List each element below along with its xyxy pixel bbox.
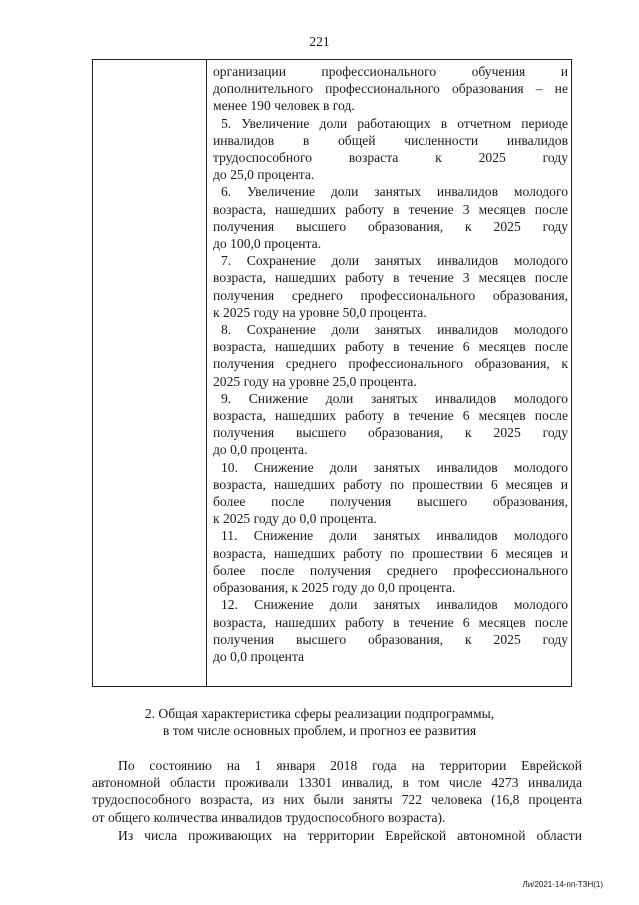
table-text-line: 11. Снижение доли занятых инвалидов молодого (221, 528, 568, 544)
section-heading-line-2: в том числе основных проблем, и прогноз ее развития (162, 723, 477, 738)
table-text-line: 7. Сохранение доли занятых инвалидов молодого (221, 253, 568, 269)
table-text-line: до 0,0 процента. (213, 442, 308, 458)
table (92, 59, 572, 687)
table-text-line: более после получения высшего образования, (213, 494, 568, 510)
paragraph-line: трудоспособного возраста, из них были заняты 722 человека (16,8 процента (92, 792, 582, 808)
document-code: Ли/2021-14-пп-ТЗН(1) (522, 880, 603, 889)
table-cell-indicators (213, 63, 568, 665)
table-text-line: к 2025 году на уровне 50,0 процента. (213, 304, 427, 320)
table-text-line: трудоспособного возраста к 2025 году (213, 150, 568, 166)
table-text-line: образования, к 2025 году до 0,0 процента. (213, 580, 456, 596)
table-text-line: получения среднего профессионального образования, (213, 287, 568, 303)
section-heading-line-1: 2. Общая характеристика сферы реализации подпрограммы, (144, 706, 495, 721)
table-text-line: возраста, нашедших работу в течение 6 месяцев после (213, 408, 568, 424)
table-text-line: 12. Снижение доли занятых инвалидов молодого (221, 597, 568, 613)
paragraph-line: автономной области проживали 13301 инвалид, в том числе 4273 инвалида (92, 775, 582, 791)
table-text-line: инвалидов в общей численности инвалидов (213, 132, 568, 148)
table-text-line: 5. Увеличение доли работающих в отчетном периоде (221, 115, 568, 131)
table-text-line: до 100,0 процента. (213, 236, 322, 252)
table-text-line: 2025 году на уровне 25,0 процента. (213, 373, 417, 389)
table-text-line: более после получения среднего профессионального (213, 562, 568, 578)
table-text-line: дополнительного профессионального образования – не (213, 81, 568, 97)
table-text-line: получения среднего профессионального образования, к (213, 356, 568, 372)
table-text-line: получения высшего образования, к 2025 году (213, 218, 568, 234)
paragraph-line: от общего количества инвалидов трудоспособного возраста). (92, 809, 446, 825)
table-text-line: 10. Снижение доли занятых инвалидов молодого (221, 459, 568, 475)
table-text-line: организации профессионального обучения и (213, 64, 568, 79)
table-text-line: до 0,0 процента (213, 648, 305, 664)
table-text-line: возраста, нашедших работу в течение 6 месяцев после (213, 614, 568, 630)
table-text-line: 8. Сохранение доли занятых инвалидов молодого (221, 322, 568, 338)
table-text-line: получения высшего образования, к 2025 году (213, 425, 568, 441)
table-text-line: возраста, нашедших работу в течение 3 месяцев после (213, 201, 568, 217)
table-text-line: возраста, нашедших работу в течение 3 месяцев после (213, 270, 568, 286)
table-text-line: 6. Увеличение доли занятых инвалидов молодого (221, 184, 568, 200)
paragraph-line: По состоянию на 1 января 2018 года на территории Еврейской (118, 758, 582, 773)
table-text-line: получения высшего образования, к 2025 году (213, 631, 568, 647)
table-text-line: возраста, нашедших работу в течение 6 месяцев после (213, 339, 568, 355)
paragraph-1 (92, 757, 582, 826)
table-text-line: к 2025 году до 0,0 процента. (213, 511, 377, 527)
table-text-line: менее 190 человек в год. (213, 98, 355, 114)
table-text-line: возраста, нашедших работу по прошествии 6 месяцев и (213, 476, 568, 492)
paragraph-line: Из числа проживающих на территории Еврейской автономной области (118, 828, 582, 843)
page-number: 221 (309, 34, 330, 49)
table-text-line: возраста, нашедших работу по прошествии 6 месяцев и (213, 545, 568, 561)
table-text-line: до 25,0 процента. (213, 167, 315, 183)
paragraph-2 (92, 827, 582, 844)
table-text-line: 9. Снижение доли занятых инвалидов молодого (221, 390, 568, 406)
table-column-divider (206, 60, 207, 686)
